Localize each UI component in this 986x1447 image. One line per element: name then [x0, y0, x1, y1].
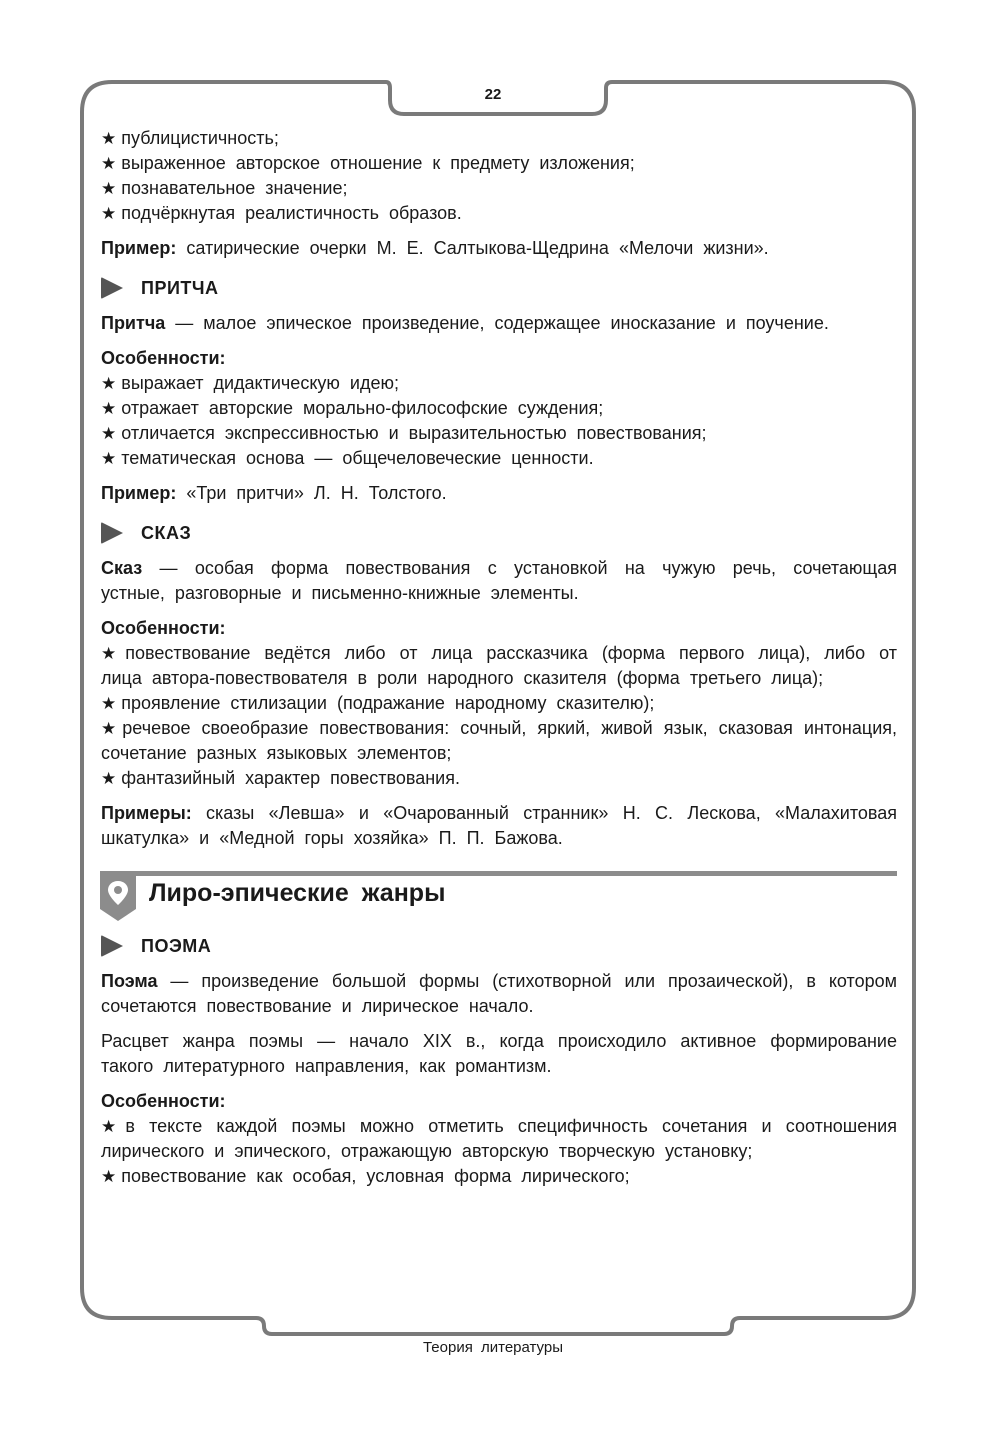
star-icon: ★: [101, 769, 117, 788]
list-item: ★ публицистичность;: [101, 128, 279, 148]
skaz-features-label: Особенности:: [101, 618, 226, 638]
star-icon: ★: [101, 374, 117, 393]
intro-example: Пример: сатирические очерки М. Е. Салтыкова-Щедрина «Мелочи жизни».: [101, 238, 769, 258]
skaz-feature-list: [101, 641, 897, 791]
heading-skaz: СКАЗ: [101, 520, 897, 546]
star-icon: ★: [101, 1117, 121, 1136]
star-icon: ★: [101, 694, 117, 713]
star-icon: ★: [101, 449, 117, 468]
list-item: ★ познавательное значение;: [101, 178, 348, 198]
list-item: ★ речевое своеобразие повествования: сочный, яркий, живой язык, сказовая интонация, сочетание разных языковых элементов;: [101, 718, 897, 763]
triangle-marker-icon: [101, 935, 123, 957]
list-item: ★ в тексте каждой поэмы можно отметить специфичность сочетания и соотношения лирического и эпического, отражающую авторскую творческую установку;: [101, 1116, 897, 1161]
page-footer: Теория литературы: [422, 1339, 564, 1356]
skaz-definition: Сказ — особая форма повествования с установкой на чужую речь, сочетающая устные, разговорные и письменно-книжные элементы.: [101, 558, 897, 603]
triangle-marker-icon: [101, 522, 123, 544]
star-icon: ★: [101, 129, 117, 148]
page-content: [101, 126, 897, 1189]
star-icon: ★: [101, 399, 117, 418]
page-number: 22: [484, 86, 502, 103]
poema-definition: Поэма — произведение большой формы (стихотворной или прозаической), в котором сочетаются повествование и лирическое начало.: [101, 971, 897, 1016]
star-icon: ★: [101, 719, 118, 738]
heading-poema: ПОЭМА: [101, 933, 897, 959]
intro-feature-list: [101, 126, 897, 226]
star-icon: ★: [101, 644, 121, 663]
list-item: ★ проявление стилизации (подражание народному сказителю);: [101, 693, 655, 713]
list-item: ★ фантазийный характер повествования.: [101, 768, 460, 788]
star-icon: ★: [101, 424, 117, 443]
pritcha-features-label: Особенности:: [101, 348, 226, 368]
list-item: ★ тематическая основа — общечеловеческие ценности.: [101, 448, 594, 468]
star-icon: ★: [101, 204, 117, 223]
section-header: [101, 871, 897, 919]
list-item: ★ отличается экспрессивностью и выразительностью повествования;: [101, 423, 707, 443]
list-item: ★ подчёркнутая реалистичность образов.: [101, 203, 462, 223]
poema-features-label: Особенности:: [101, 1091, 226, 1111]
skaz-example: Примеры: сказы «Левша» и «Очарованный странник» Н. С. Лескова, «Малахитовая шкатулка» и «Медной горы хозяйка» П. П. Бажова.: [101, 803, 897, 848]
heading-pritcha: ПРИТЧА: [101, 275, 897, 301]
list-item: ★ выраженное авторское отношение к предмету изложения;: [101, 153, 635, 173]
star-icon: ★: [101, 1167, 117, 1186]
list-item: ★ отражает авторские морально-философские суждения;: [101, 398, 604, 418]
list-item: ★ выражает дидактическую идею;: [101, 373, 399, 393]
star-icon: ★: [101, 154, 117, 173]
poema-paragraph: Расцвет жанра поэмы — начало XIX в., когда происходило активное формирование такого литературного направления, как романтизм.: [101, 1031, 897, 1076]
location-pin-icon: [100, 871, 136, 921]
pritcha-example: Пример: «Три притчи» Л. Н. Толстого.: [101, 483, 447, 503]
star-icon: ★: [101, 179, 117, 198]
triangle-marker-icon: [101, 277, 123, 299]
pritcha-definition: Притча — малое эпическое произведение, содержащее иносказание и поучение.: [101, 313, 829, 333]
list-item: ★ повествование ведётся либо от лица рассказчика (форма первого лица), либо от лица автора-повествователя в роли народного сказителя (форма третьего лица);: [101, 643, 898, 688]
section-rule: [101, 871, 897, 876]
pritcha-feature-list: [101, 371, 897, 471]
list-item: ★ повествование как особая, условная форма лирического;: [101, 1166, 630, 1186]
poema-feature-list: [101, 1114, 897, 1189]
section-title: Лиро-эпические жанры: [149, 879, 446, 907]
